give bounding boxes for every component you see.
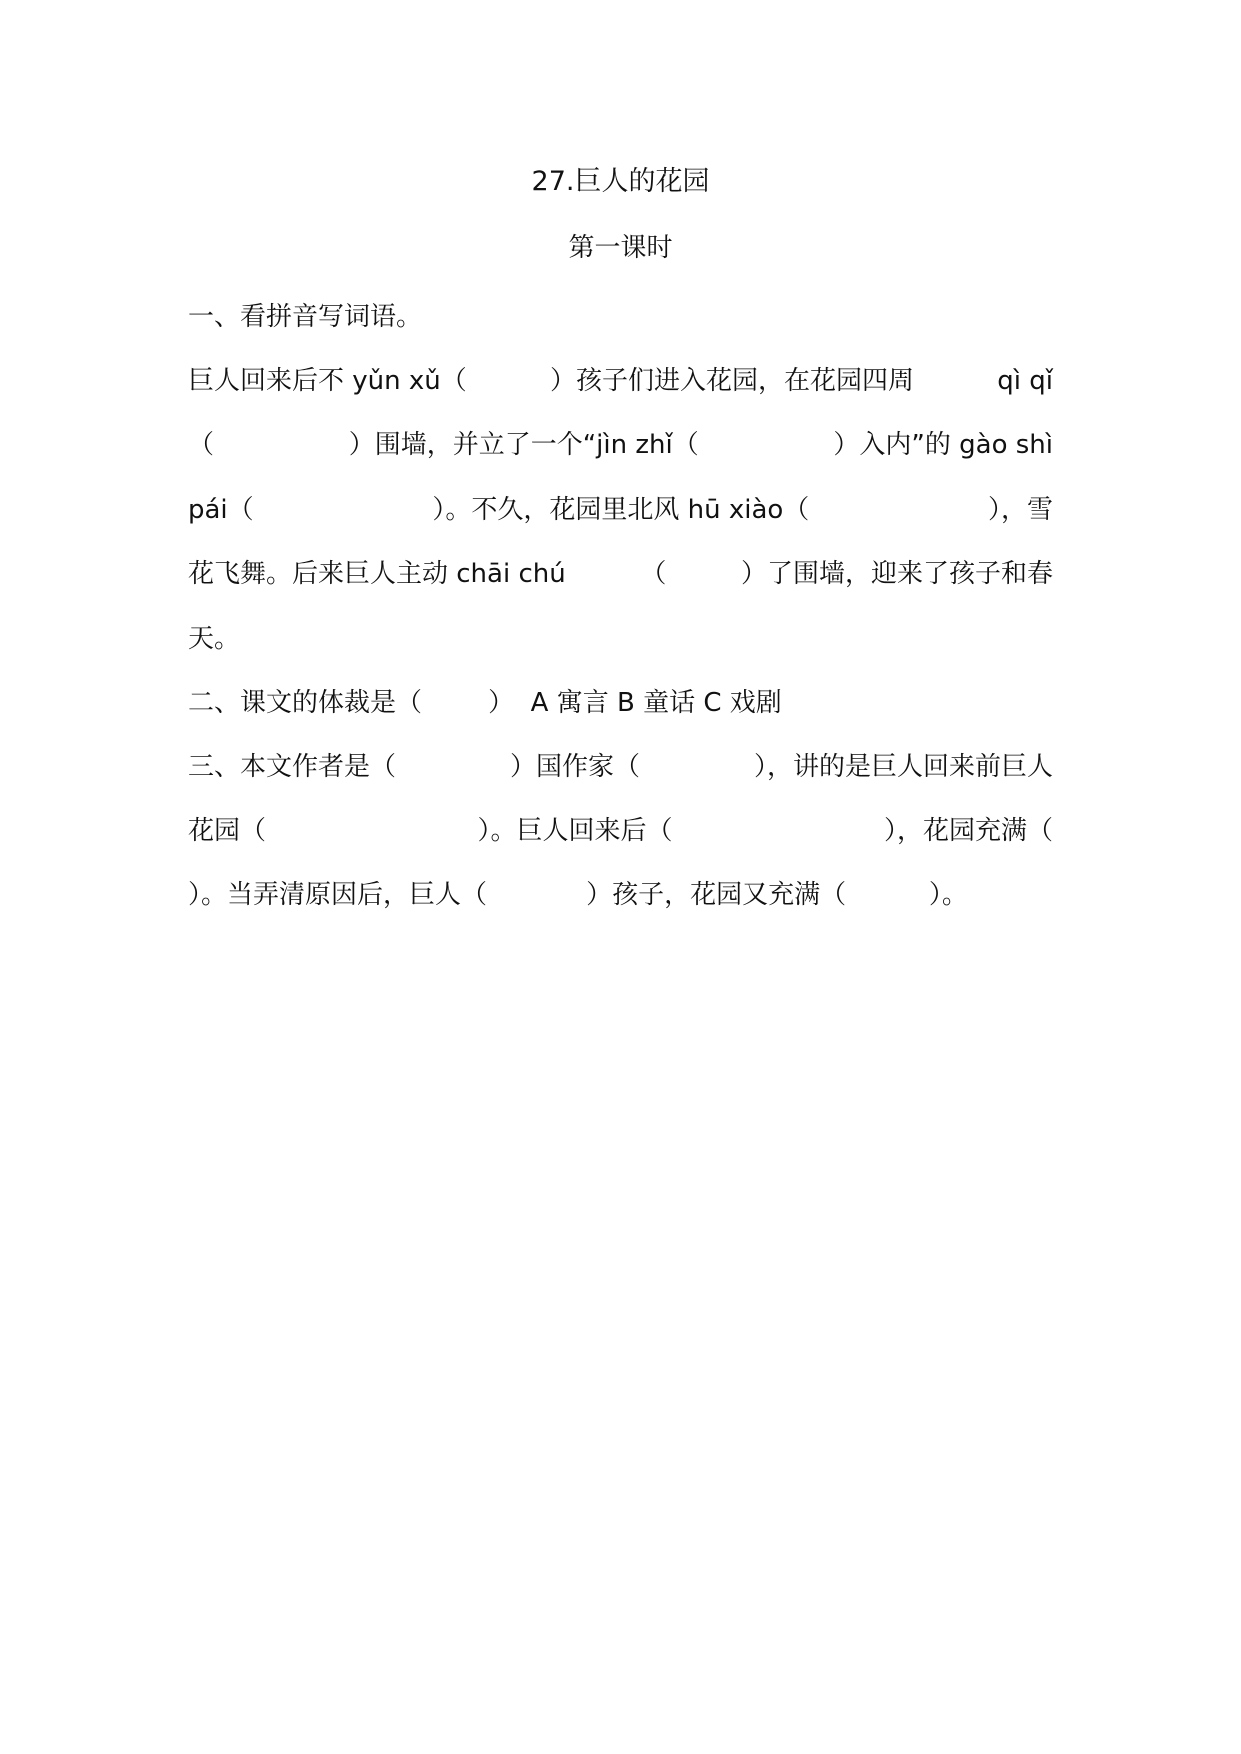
section1-line-2 bbox=[188, 425, 1053, 465]
section1-line-5: 天。 bbox=[188, 624, 241, 654]
text-segment: 三、本文作者是（ bbox=[188, 752, 397, 782]
section3-line-1 bbox=[188, 747, 1053, 787]
text-segment: ），花园充满（ bbox=[883, 816, 1053, 846]
section1-line-3 bbox=[188, 490, 1053, 530]
page-title: 27.巨人的花园 bbox=[531, 166, 710, 197]
text-segment: （ bbox=[188, 430, 215, 460]
section1-line-1 bbox=[188, 361, 1053, 401]
section3-line-2 bbox=[188, 811, 1053, 851]
text-segment: pái（ bbox=[188, 495, 254, 525]
text-segment: ）孩子们进入花园，在花园四周 bbox=[550, 366, 915, 396]
text-segment: ）入内”的 gào shì bbox=[833, 430, 1053, 460]
text-segment: ），讲的是巨人回来前巨人 bbox=[753, 752, 1053, 782]
text-segment: ）。不久，花园里北风 hū xiào（ bbox=[432, 495, 810, 525]
text-segment: （ bbox=[640, 559, 667, 589]
text-segment: ）围墙，并立了一个“jìn zhǐ（ bbox=[348, 430, 699, 460]
text-segment: 花飞舞。后来巨人主动 chāi chú bbox=[188, 559, 566, 589]
page-subtitle: 第一课时 bbox=[568, 233, 673, 263]
text-segment: ）国作家（ bbox=[509, 752, 640, 782]
text-segment: 花园（ bbox=[188, 816, 267, 846]
text-segment: ）了围墙，迎来了孩子和春 bbox=[740, 559, 1053, 589]
section3-line-3: ）。当弄清原因后，巨人（ ）孩子，花园又充满（ ）。 bbox=[188, 880, 968, 910]
text-segment: ）。巨人回来后（ bbox=[477, 816, 673, 846]
text-segment: 巨人回来后不 yǔn xǔ（ bbox=[188, 366, 467, 396]
section1-heading: 一、看拼音写词语。 bbox=[188, 302, 423, 332]
text-segment: qì qǐ bbox=[997, 366, 1053, 396]
text-segment: ），雪 bbox=[987, 495, 1053, 525]
section1-line-4 bbox=[188, 554, 1053, 594]
section2-question: 二、课文的体裁是（ ） A 寓言 B 童话 C 戏剧 bbox=[188, 688, 782, 718]
